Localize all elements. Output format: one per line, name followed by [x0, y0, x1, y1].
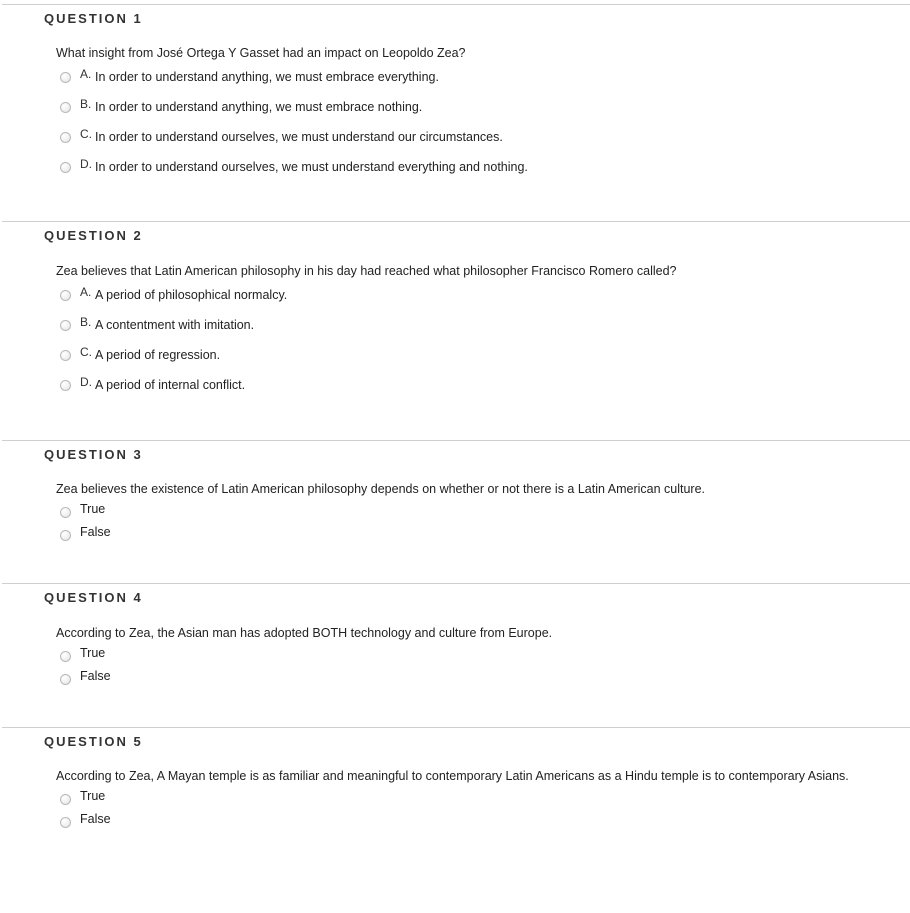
- question-text: Zea believes the existence of Latin American philosophy depends on whether or not there is a Latin American culture.: [56, 482, 705, 496]
- option-text: In order to understand ourselves, we must understand everything and nothing.: [95, 160, 528, 174]
- question-divider: [2, 727, 910, 728]
- option-letter: B.: [80, 315, 92, 329]
- question-divider: [2, 221, 910, 222]
- option-text: A period of regression.: [95, 348, 221, 362]
- question-text: What insight from José Ortega Y Gasset had an impact on Leopoldo Zea?: [56, 46, 466, 60]
- option-text: A period of internal conflict.: [95, 378, 246, 392]
- radio-button[interactable]: [60, 674, 71, 685]
- radio-button[interactable]: [60, 350, 71, 361]
- question-title: QUESTION 3: [44, 447, 143, 462]
- question-text: According to Zea, the Asian man has adopted BOTH technology and culture from Europe.: [56, 626, 553, 640]
- option-letter: D.: [80, 375, 92, 389]
- option-text: In order to understand ourselves, we must understand our circumstances.: [95, 130, 503, 144]
- option-letter: D.: [80, 157, 92, 171]
- option-letter: A.: [80, 285, 92, 299]
- radio-button[interactable]: [60, 72, 71, 83]
- option-text: True: [80, 789, 106, 803]
- question-divider: [2, 440, 910, 441]
- radio-button[interactable]: [60, 102, 71, 113]
- radio-button[interactable]: [60, 162, 71, 173]
- option-text: In order to understand anything, we must embrace everything.: [95, 70, 439, 84]
- option-text: False: [80, 525, 111, 539]
- radio-button[interactable]: [60, 530, 71, 541]
- question-text: According to Zea, A Mayan temple is as familiar and meaningful to contemporary Latin Americans as a Hindu temple is to contemporary Asians.: [56, 769, 849, 783]
- radio-button[interactable]: [60, 380, 71, 391]
- option-text: True: [80, 646, 106, 660]
- option-text: In order to understand anything, we must embrace nothing.: [95, 100, 423, 114]
- radio-button[interactable]: [60, 507, 71, 518]
- option-text: False: [80, 669, 111, 683]
- radio-button[interactable]: [60, 817, 71, 828]
- radio-button[interactable]: [60, 794, 71, 805]
- question-title: QUESTION 4: [44, 590, 143, 605]
- question-divider: [2, 4, 910, 5]
- question-divider: [2, 583, 910, 584]
- radio-button[interactable]: [60, 132, 71, 143]
- option-text: False: [80, 812, 111, 826]
- option-letter: A.: [80, 67, 92, 81]
- option-letter: C.: [80, 345, 92, 359]
- question-title: QUESTION 2: [44, 228, 143, 243]
- option-text: A period of philosophical normalcy.: [95, 288, 288, 302]
- question-text: Zea believes that Latin American philosophy in his day had reached what philosopher Francisco Romero called?: [56, 264, 677, 278]
- radio-button[interactable]: [60, 320, 71, 331]
- question-title: QUESTION 1: [44, 11, 143, 26]
- option-text: A contentment with imitation.: [95, 318, 255, 332]
- question-title: QUESTION 5: [44, 734, 143, 749]
- option-letter: B.: [80, 97, 92, 111]
- option-letter: C.: [80, 127, 92, 141]
- radio-button[interactable]: [60, 651, 71, 662]
- radio-button[interactable]: [60, 290, 71, 301]
- option-text: True: [80, 502, 106, 516]
